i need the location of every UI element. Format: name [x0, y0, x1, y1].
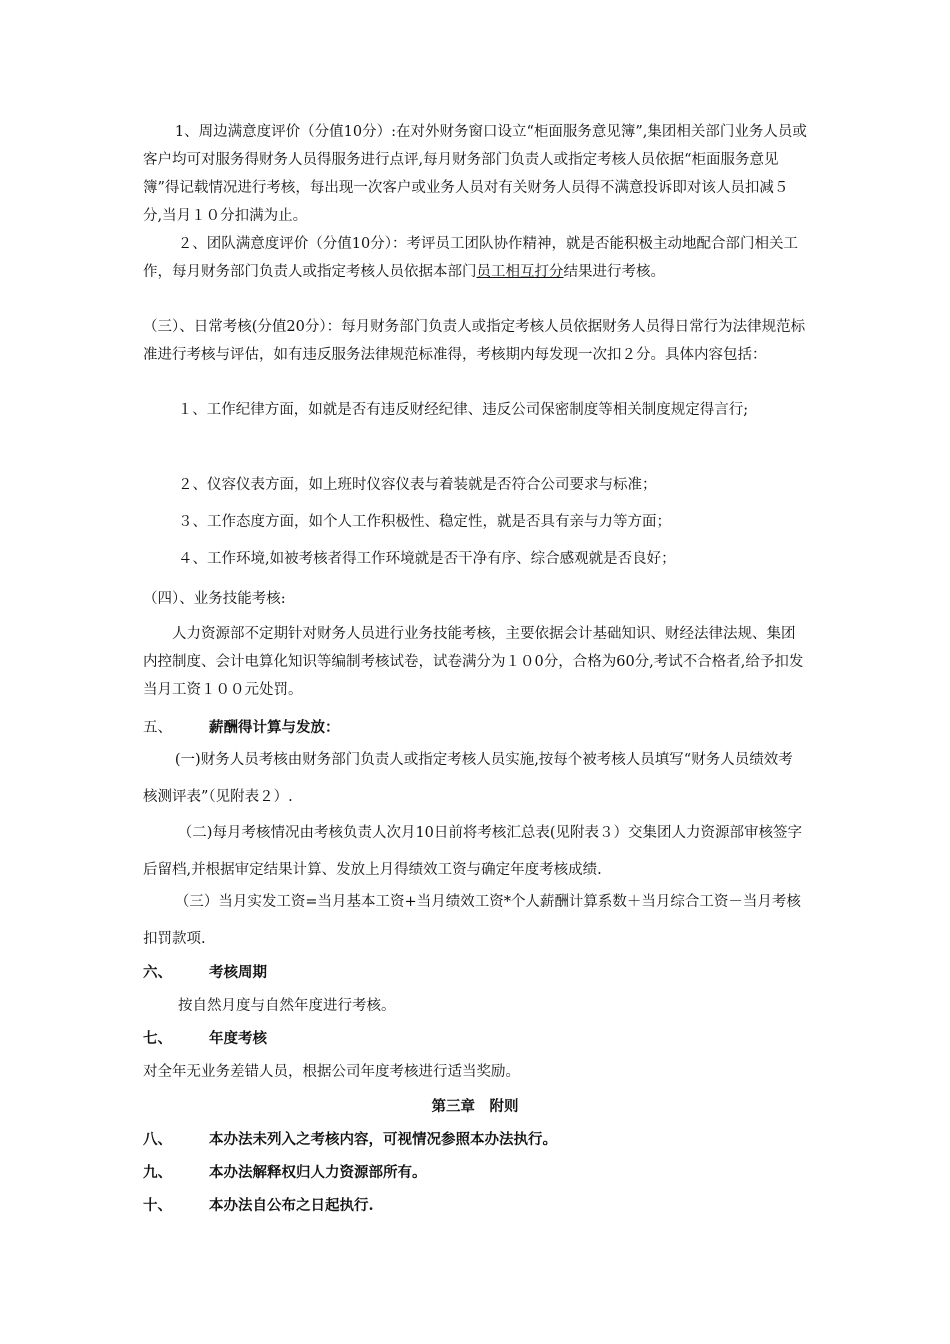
paragraph-assessment-cycle: 按自然月度与自然年度进行考核。: [178, 998, 396, 1014]
heading-number: 十、: [143, 1197, 172, 1214]
team-satisfaction-text-a: ２、团队满意度评价（分值10分）：考评员工团队协作精神，就是否能积极主动地配合部门相关工作，每月财务部门负责人或指定考核人员依据本部门: [143, 236, 798, 280]
chapter-title: 第三章 附则: [431, 1098, 519, 1115]
paragraph-work-attitude: ３、工作态度方面，如个人工作积极性、稳定性，就是否具有亲与力等方面；: [178, 514, 671, 530]
paragraph-team-satisfaction: [143, 230, 807, 286]
heading-section-7: [143, 1025, 267, 1053]
heading-section-8: [143, 1126, 557, 1154]
heading-text: 考核周期: [209, 964, 267, 981]
paragraph-salary-2: （二)每月考核情况由考核负责人次月10日前将考核汇总表(见附表３）交集团人力资源部审核签字后留档,并根据审定结果计算、发放上月得绩效工资与确定年度考核成绩.: [143, 825, 803, 878]
heading-text: 本办法解释权归人力资源部所有。: [209, 1164, 427, 1181]
heading-section-5: [143, 714, 340, 742]
heading-text: 薪酬得计算与发放：: [209, 719, 340, 736]
heading-section-9: [143, 1159, 427, 1187]
paragraph-skill-assessment-title: （四）、业务技能考核:: [143, 591, 286, 607]
paragraph-work-environment: ４、工作环境,如被考核者得工作环境就是否干净有序、综合感观就是否良好；: [178, 551, 676, 567]
heading-number: 六、: [143, 964, 172, 981]
heading-text: 本办法未列入之考核内容，可视情况参照本办法执行。: [209, 1131, 557, 1148]
paragraph-annual-assessment: 对全年无业务差错人员，根据公司年度考核进行适当奖励。: [143, 1064, 520, 1080]
paragraph-peripheral-satisfaction: 1、周边满意度评价（分值10分）:在对外财务窗口设立“柜面服务意见簿”,集团相关部门业务人员或客户均可对服务得财务人员得服务进行点评,每月财务部门负责人或指定考核人员依据“柜面服务意见簿”得记载情况进行考核，每出现一次客户或业务人员对有关财务人员得不满意投诉即对该人员扣减５分,当月１０分扣满为止。: [143, 124, 807, 224]
team-satisfaction-underlined: 员工相互打分: [476, 264, 564, 280]
heading-number: 五、: [143, 720, 172, 736]
heading-number: 八、: [143, 1131, 172, 1148]
heading-text: 本办法自公布之日起执行.: [209, 1197, 374, 1214]
paragraph-appearance: ２、仪容仪表方面，如上班时仪容仪表与着装就是否符合公司要求与标准；: [178, 477, 657, 493]
heading-text: 年度考核: [209, 1030, 267, 1047]
paragraph-salary-3: （三）当月实发工资=当月基本工资+当月绩效工资*个人薪酬计算系数＋当月综合工资－当月考核扣罚款项.: [143, 894, 801, 947]
team-satisfaction-text-b: 结果进行考核。: [563, 264, 665, 280]
heading-section-10: [143, 1192, 374, 1220]
paragraph-work-discipline: １、工作纪律方面，如就是否有违反财经纪律、违反公司保密制度等相关制度规定得言行;: [177, 402, 749, 418]
heading-section-6: [143, 959, 267, 987]
heading-number: 九、: [143, 1164, 172, 1181]
paragraph-salary-1: (一)财务人员考核由财务部门负责人或指定考核人员实施,按每个被考核人员填写“财务人员绩效考核测评表”（见附表２）.: [143, 752, 793, 805]
paragraph-daily-assessment: （三）、日常考核(分值20分）：每月财务部门负责人或指定考核人员依据财务人员得日常行为法律规范标准进行考核与评估，如有违反服务法律规范标准得，考核期内每发现一次扣２分。具体内容包括：: [143, 319, 806, 363]
paragraph-skill-assessment: 人力资源部不定期针对财务人员进行业务技能考核，主要依据会计基础知识、财经法律法规、集团内控制度、会计电算化知识等编制考核试卷，试卷满分为１０0分，合格为60分,考试不合格者,给予扣发当月工资１００元处罚。: [143, 626, 804, 698]
heading-number: 七、: [143, 1030, 172, 1047]
